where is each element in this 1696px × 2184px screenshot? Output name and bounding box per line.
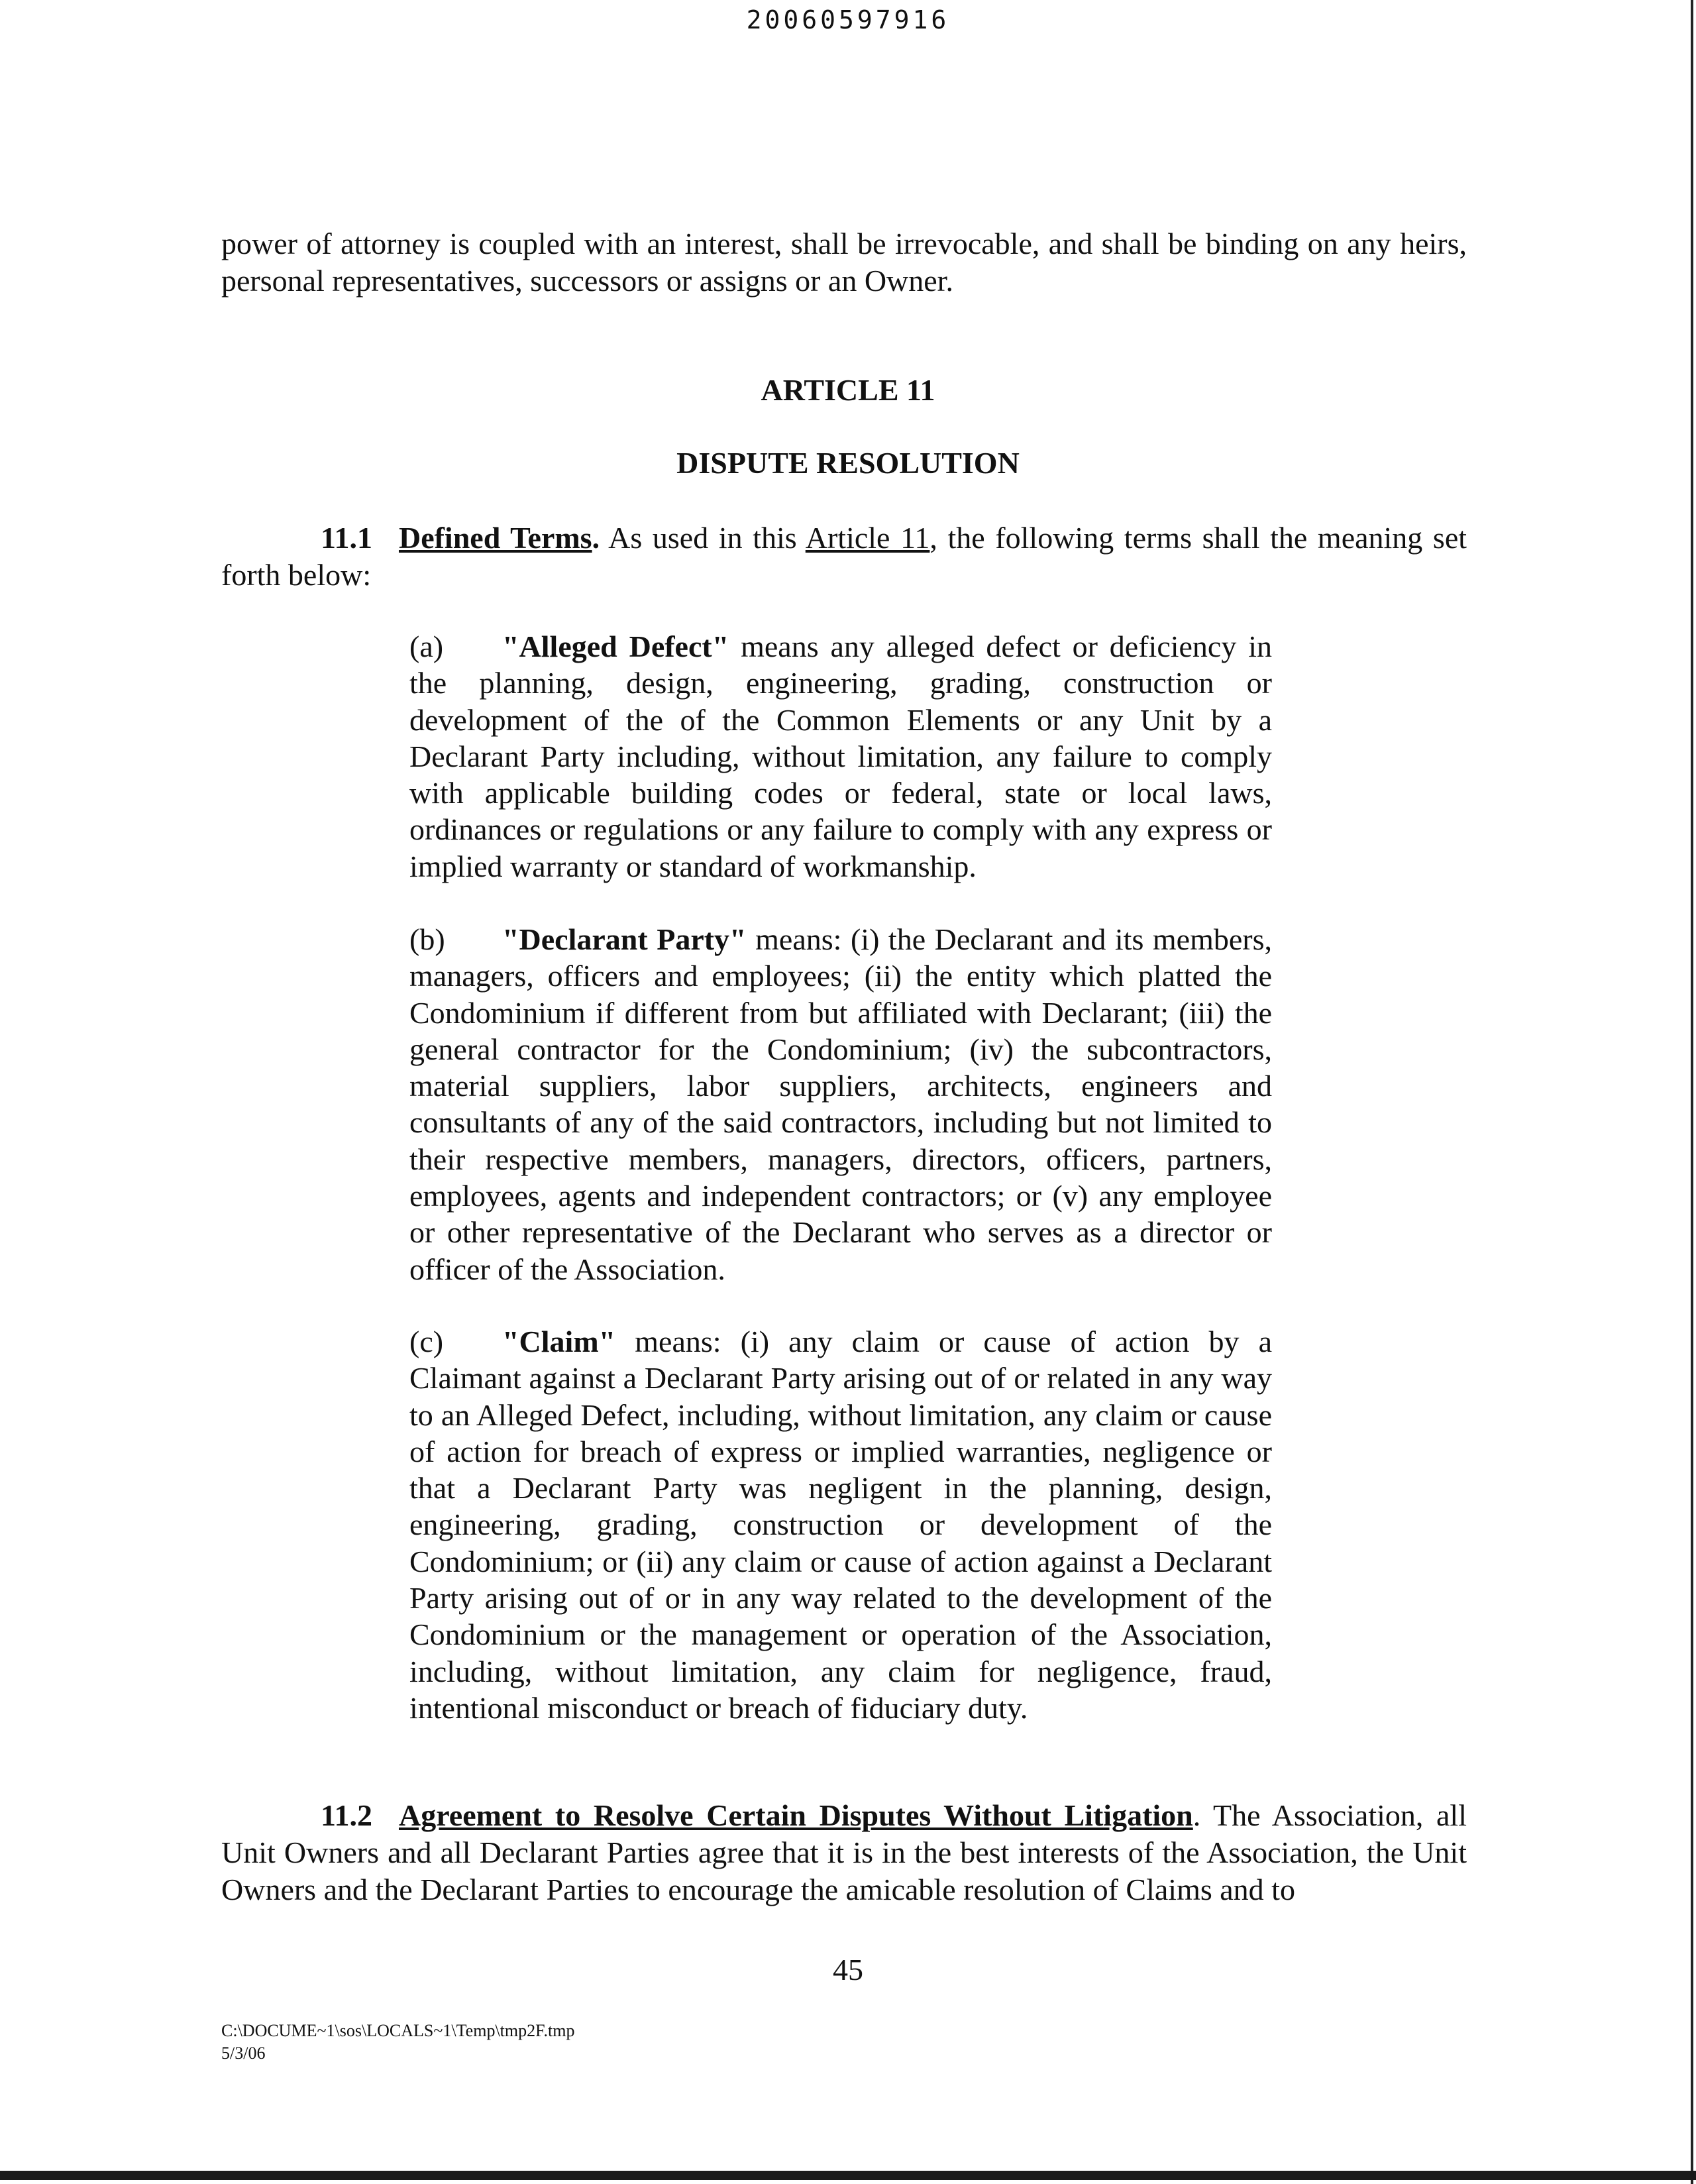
footer [221,2020,574,2065]
section-text-after: , the following terms shall the meaning set forth below: [221,521,1467,592]
definition-claim [409,1323,1272,1726]
footer-file-path: C:\DOCUME~1\sos\LOCALS~1\Temp\tmp2F.tmp [221,2021,575,2040]
section-title-period: . [592,521,600,555]
scan-edge-right [1691,0,1693,2184]
section-title: Defined Terms [398,521,592,555]
section-number: 11.2 [321,1798,372,1832]
definition-term: "Claim" [502,1325,616,1358]
definition-declarant-party [409,921,1272,1287]
section-text: . The Association, all Unit Owners and all Declarant Parties agree that it is in the best interests of the Association, the Unit Owners and the Declarant Parties to encourage the amicable resolution of Claims and to [221,1798,1467,1906]
definition-term: "Declarant Party" [502,922,747,956]
definition-term: "Alleged Defect" [502,629,729,663]
footer-date: 5/3/06 [221,2044,266,2063]
definition-marker: (a) [409,629,444,663]
section-11-2 [221,1797,1467,1908]
definition-text: means: (i) the Declarant and its members, managers, officers and employees; (ii) the entity which platted the Condominium if different from but affiliated with Declarant; (iii) the general contractor for the Condominium; (iv) the subcontractors, material suppliers, labor suppliers, architects, engineers and consultants of any of the said contractors, including but not limited to their respective members, managers, directors, officers, partners, employees, agents and independent contractors; or (v) any employee or other representative of the Declarant who serves as a director or officer of the Association. [409,922,1273,1286]
section-text-before: As used in this [600,521,806,555]
document-id: 20060597916 [746,5,950,34]
article-subtitle: DISPUTE RESOLUTION [676,446,1020,480]
definition-text: means: (i) any claim or cause of action by a Claimant against a Declarant Party arising out of or related in any way to an Alleged Defect, including, without limitation, any claim or cause of action for breach of express or implied warranties, negligence or that a Declarant Party was negligent in the planning, design, engineering, grading, construction or development of the Condominium; or (ii) any claim or cause of action against a Declarant Party arising out of or in any way related to the development of the Condominium or the management or operation of the Association, including, without limitation, any claim for negligence, fraud, intentional misconduct or breach of fiduciary duty. [409,1325,1272,1725]
scan-edge-bottom [0,2171,1696,2180]
intro-paragraph: power of attorney is coupled with an interest, shall be irrevocable, and shall be binding on any heirs, personal representatives, successors or assigns or an Owner. [221,227,1467,298]
section-title: Agreement to Resolve Certain Disputes Without Litigation [398,1798,1193,1832]
definition-alleged-defect [409,628,1272,885]
article-reference: Article 11 [805,521,930,555]
section-number: 11.1 [321,521,372,555]
section-11-1 [221,519,1467,594]
definition-marker: (c) [409,1325,444,1358]
definition-text: means any alleged defect or deficiency in the planning, design, engineering, grading, construction or development of the of the Common Elements or any Unit by a Declarant Party including, without limitation, any failure to comply with applicable building codes or federal, state or local laws, ordinances or regulations or any failure to comply with any express or implied warranty or standard of workmanship. [409,629,1272,883]
article-title: ARTICLE 11 [761,373,935,407]
page-number: 45 [833,1953,863,1987]
definition-marker: (b) [409,922,445,956]
